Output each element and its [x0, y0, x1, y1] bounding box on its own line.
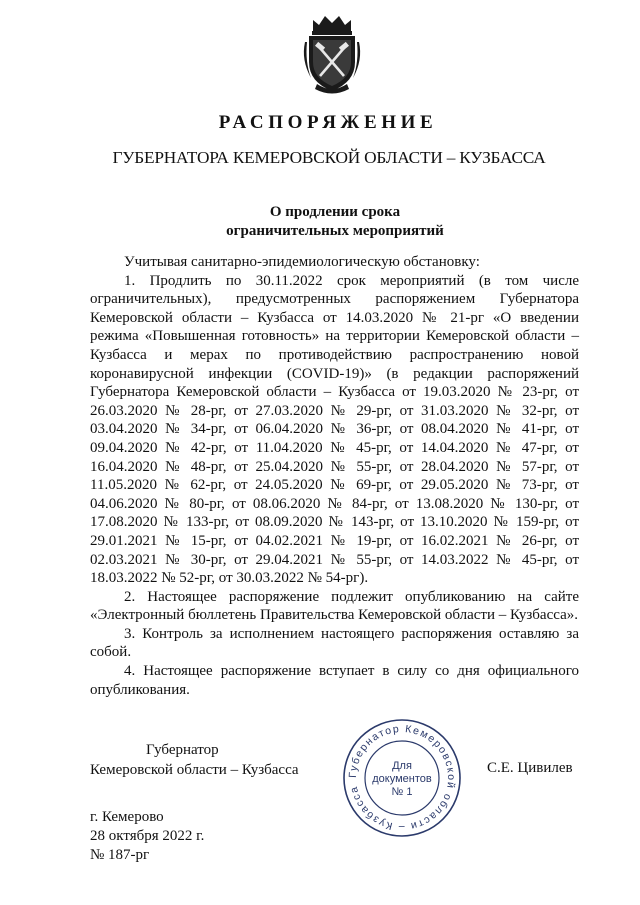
document-type-heading: РАСПОРЯЖЕНИЕ: [218, 112, 438, 133]
body-item-3: 3. Контроль за исполнением настоящего распоряжения оставляю за собой.: [90, 625, 579, 661]
body-intro: Учитывая санитарно-эпидемиологическую обстановку:: [124, 254, 480, 270]
body-item-2: 2. Настоящее распоряжение подлежит опубликованию на сайте «Электронный бюллетень Правительства Кемеровской области – Кузбасса».: [90, 588, 579, 624]
footer-number: № 187-рг: [90, 847, 150, 863]
signatory-title-line-2: Кемеровской области – Кузбасса: [90, 762, 299, 778]
document-body: [90, 253, 579, 699]
stamp-ring-text: Губернатор Кемеровской области – Кузбасса: [346, 722, 458, 834]
subject-line-1: О продлении срока: [269, 204, 401, 220]
stamp-center-line-3: № 1: [391, 786, 413, 798]
document-subject: [0, 203, 640, 241]
kemerovo-coat-of-arms-icon: [299, 12, 365, 94]
body-item-1: 1. Продлить по 30.11.2022 срок мероприятий (в том числе ограничительных), предусмотренных распоряжением Губернатора Кемеровской области – Кузбасса от 14.03.2020 № 21-рг «О введении режима «Повышенная готовность» на территории Кемеровской области – Кузбасса и мерах по противодействию распространению новой коронавирусной инфекции (COVID-19)» (в редакции распоряжений Губернатора Кемеровской области – Кузбасса от 19.03.2020 № 23-рг, от 26.03.2020 № 28-рг, от 27.03.2020 № 29-рг, от 31.03.2020 № 32-рг, от 03.04.2020 № 34-рг, от 06.04.2020 № 36-рг, от 08.04.2020 № 41-рг, от 09.04.2020 № 42-рг, от 11.04.2020 № 45-рг, от 14.04.2020 № 47-рг, от 16.04.2020 № 48-рг, от 25.04.2020 № 55-рг, от 28.04.2020 № 57-рг, от 11.05.2020 № 62-рг, от 24.05.2020 № 69-рг, от 29.05.2020 № 73-рг, от 04.06.2020 № 80-рг, от 08.06.2020 № 84-рг, от 13.08.2020 № 130-рг, от 17.08.2020 № 133-рг, от 08.09.2020 № 143-рг, от 13.10.2020 № 159-рг, от 29.01.2021 № 15-рг, от 04.02.2021 № 19-рг, от 16.02.2021 № 26-рг, от 02.03.2021 № 30-рг, от 29.04.2021 № 55-рг, от 14.03.2022 № 45-рг, от 18.03.2022 № 52-рг, от 30.03.2022 № 54-рг).: [90, 272, 579, 587]
footer-city: г. Кемерово: [90, 809, 164, 825]
signatory-name: С.Е. Цивилев: [487, 760, 573, 776]
signatory-title: [90, 740, 299, 780]
document-footer: [90, 808, 204, 865]
official-stamp: [340, 716, 464, 840]
subject-line-2: ограничительных мероприятий: [226, 223, 444, 239]
body-item-4: 4. Настоящее распоряжение вступает в силу со дня официального опубликования.: [90, 663, 579, 698]
issuer-heading: ГУБЕРНАТОРА КЕМЕРОВСКОЙ ОБЛАСТИ – КУЗБАССА: [112, 148, 546, 167]
stamp-center-line-2: документов: [372, 773, 432, 785]
signatory-title-line-1: Губернатор: [146, 742, 219, 758]
stamp-center-line-1: Для: [392, 760, 412, 772]
footer-date: 28 октября 2022 г.: [90, 828, 205, 844]
